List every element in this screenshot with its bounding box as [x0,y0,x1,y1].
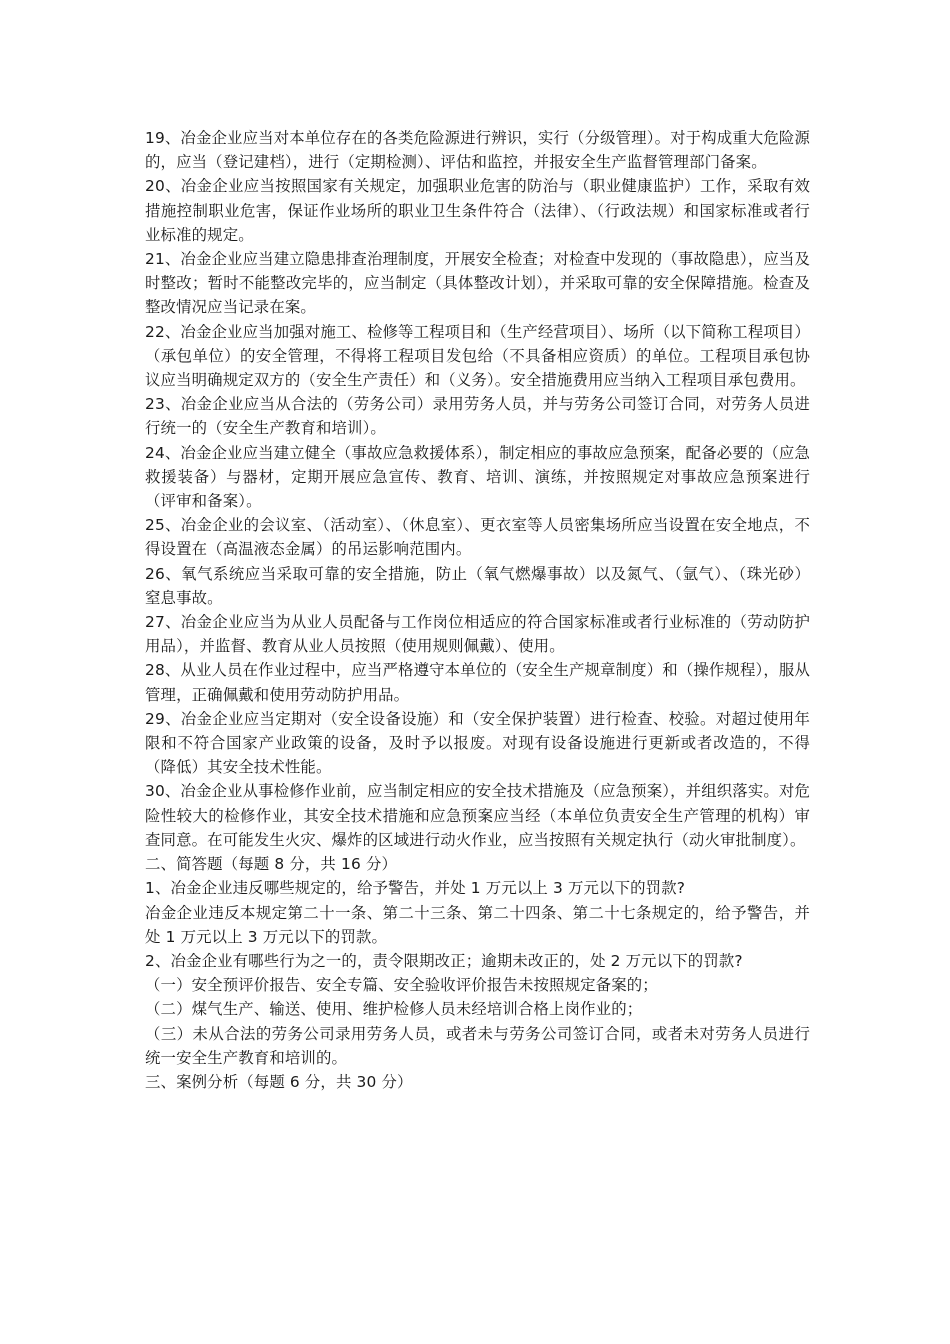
answer-2-item-2: （二）煤气生产、输送、使用、维护检修人员未经培训合格上岗作业的； [145,1000,643,1019]
document-body [145,126,810,1094]
section-heading-short-answer: 二、简答题（每题 8 分，共 16 分） [145,855,398,874]
paragraph-item-30: 30、冶金企业从事检修作业前，应当制定相应的安全技术措施及（应急预案），并组织落实。对危险性较大的检修作业，其安全技术措施和应急预案应当经（本单位负责安全生产管理的机构）审查同意。在可能发生火灾、爆炸的区域进行动火作业，应当按照有关规定执行（动火审批制度）。 [145,782,810,849]
paragraph-item-25: 25、冶金企业的会议室、（活动室）、（休息室）、更衣室等人员密集场所应当设置在安全地点，不得设置在（高温液态金属）的吊运影响范围内。 [145,516,810,559]
section-heading-case-analysis: 三、案例分析（每题 6 分，共 30 分） [145,1072,413,1091]
question-1: 1、冶金企业违反哪些规定的，给予警告，并处 1 万元以上 3 万元以下的罚款? [145,879,686,898]
paragraph-item-29: 29、冶金企业应当定期对（安全设备设施）和（安全保护装置）进行检查、校验。对超过使用年限和不符合国家产业政策的设备，及时予以报废。对现有设备设施进行更新或者改造的，不得（降低）其安全技术性能。 [145,709,810,777]
paragraph-item-28: 28、从业人员在作业过程中，应当严格遵守本单位的（安全生产规章制度）和（操作规程），服从管理，正确佩戴和使用劳动防护用品。 [145,661,810,704]
paragraph-item-22: 22、冶金企业应当加强对施工、检修等工程项目和（生产经营项目）、场所（以下简称工程项目）（承包单位）的安全管理，不得将工程项目发包给（不具备相应资质）的单位。工程项目承包协议应当明确规定双方的（安全生产责任）和（义务）。安全措施费用应当纳入工程项目承包费用。 [145,322,810,390]
paragraph-item-26: 26、氧气系统应当采取可靠的安全措施，防止（氧气燃爆事故）以及氮气、（氩气）、（珠光砂）窒息事故。 [145,564,810,607]
answer-1: 冶金企业违反本规定第二十一条、第二十三条、第二十四条、第二十七条规定的，给予警告，并处 1 万元以上 3 万元以下的罚款。 [145,903,810,946]
answer-2-item-1: （一）安全预评价报告、安全专篇、安全验收评价报告未按照规定备案的； [145,976,658,995]
answer-2-item-3: （三）未从合法的劳务公司录用劳务人员，或者未与劳务公司签订合同，或者未对劳务人员进行统一安全生产教育和培训的。 [145,1024,810,1067]
paragraph-item-27: 27、冶金企业应当为从业人员配备与工作岗位相适应的符合国家标准或者行业标准的（劳动防护用品），并监督、教育从业人员按照（使用规则佩戴）、使用。 [145,613,810,656]
paragraph-item-19: 19、冶金企业应当对本单位存在的各类危险源进行辨识，实行（分级管理）。对于构成重大危险源的，应当（登记建档），进行（定期检测）、评估和监控，并报安全生产监督管理部门备案。 [145,129,810,172]
paragraph-item-20: 20、冶金企业应当按照国家有关规定，加强职业危害的防治与（职业健康监护）工作，采取有效措施控制职业危害，保证作业场所的职业卫生条件符合（法律）、（行政法规）和国家标准或者行业标准的规定。 [145,177,810,244]
question-2: 2、冶金企业有哪些行为之一的，责令限期改正；逾期未改正的，处 2 万元以下的罚款? [145,951,743,970]
paragraph-item-23: 23、冶金企业应当从合法的（劳务公司）录用劳务人员，并与劳务公司签订合同，对劳务人员进行统一的（安全生产教育和培训）。 [145,395,810,438]
paragraph-item-21: 21、冶金企业应当建立隐患排查治理制度，开展安全检查；对检查中发现的（事故隐患），应当及时整改；暂时不能整改完毕的，应当制定（具体整改计划），并采取可靠的安全保障措施。检查及整改情况应当记录在案。 [145,250,810,317]
paragraph-item-24: 24、冶金企业应当建立健全（事故应急救援体系），制定相应的事故应急预案，配备必要的（应急救援装备）与器材，定期开展应急宣传、教育、培训、演练，并按照规定对事故应急预案进行（评审和备案）。 [145,443,810,511]
